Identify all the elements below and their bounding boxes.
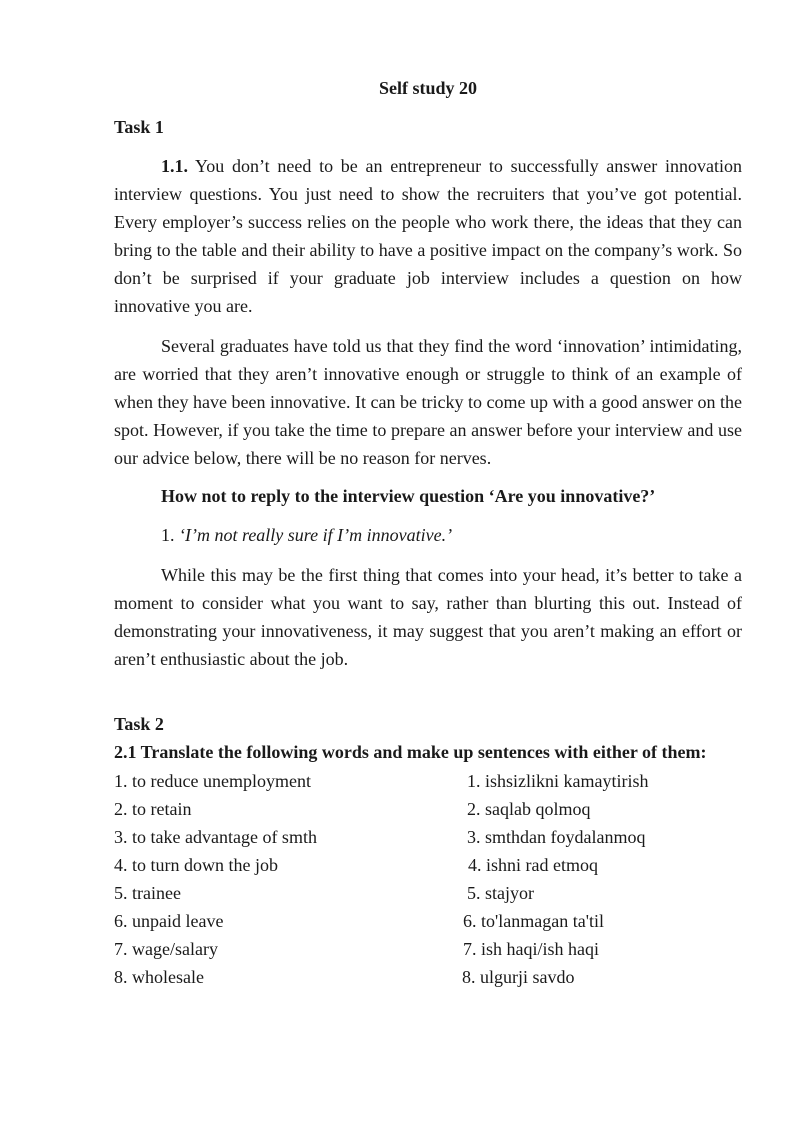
list-item: 7. wage/salary (114, 939, 218, 959)
list-item: 6. unpaid leave (114, 911, 224, 931)
point-number: 1. (161, 525, 179, 545)
list-item: 5. stajyor (467, 883, 534, 903)
list-item: 7. ish haqi/ish haqi (463, 939, 599, 959)
list-item: 4. to turn down the job (114, 855, 278, 875)
task1-paragraph-2: Several graduates have told us that they find the word ‘innovation’ intimidating, are worried that they aren’t innovative enough or struggle to think of an example of when they have been innovative. It can be tricky to come up with a good answer on the spot. However, if you take the time to prepare an answer before your interview and use our advice below, there will be no reason for nerves. (114, 336, 742, 468)
paragraph-number: 1.1. (161, 156, 188, 176)
task2-instruction: 2.1 Translate the following words and make up sentences with either of them: (114, 742, 707, 762)
paragraph-text: You don’t need to be an entrepreneur to successfully answer innovation interview questions. You just need to show the recruiters that you’ve got potential. Every employer’s success relies on the people who work there, the ideas that they can bring to the table and their ability to have a positive impact on the company’s work. So don’t be surprised if your graduate job interview includes a question on how innovative you are. (114, 156, 742, 316)
list-item: 2. saqlab qolmoq (467, 799, 591, 819)
task1-paragraph-3: While this may be the first thing that comes into your head, it’s better to take a moment to consider what you want to say, rather than blurting this out. Instead of demonstrating your innovativeness, it may suggest that you aren’t making an effort or aren’t enthusiastic about the job. (114, 565, 742, 669)
task2-heading: Task 2 (114, 714, 164, 734)
point-quote: ‘I’m not really sure if I’m innovative.’ (179, 525, 453, 545)
list-item: 1. ishsizlikni kamaytirish (467, 771, 649, 791)
list-item: 3. smthdan foydalanmoq (467, 827, 646, 847)
task1-paragraph-1 (114, 152, 742, 320)
list-item: 6. to'lanmagan ta'til (463, 911, 604, 931)
task1-heading: Task 1 (114, 117, 164, 137)
page-title: Self study 20 (378, 78, 477, 98)
list-item: 4. ishni rad etmoq (468, 855, 598, 875)
list-item: 5. trainee (114, 883, 181, 903)
list-item: 8. ulgurji savdo (462, 967, 575, 987)
list-item: 8. wholesale (114, 967, 204, 987)
list-item: 3. to take advantage of smth (114, 827, 317, 847)
task1-subheading: How not to reply to the interview question ‘Are you innovative?’ (161, 486, 656, 506)
list-item: 2. to retain (114, 799, 192, 819)
task1-point-1 (161, 524, 452, 546)
list-item: 1. to reduce unemployment (114, 771, 311, 791)
